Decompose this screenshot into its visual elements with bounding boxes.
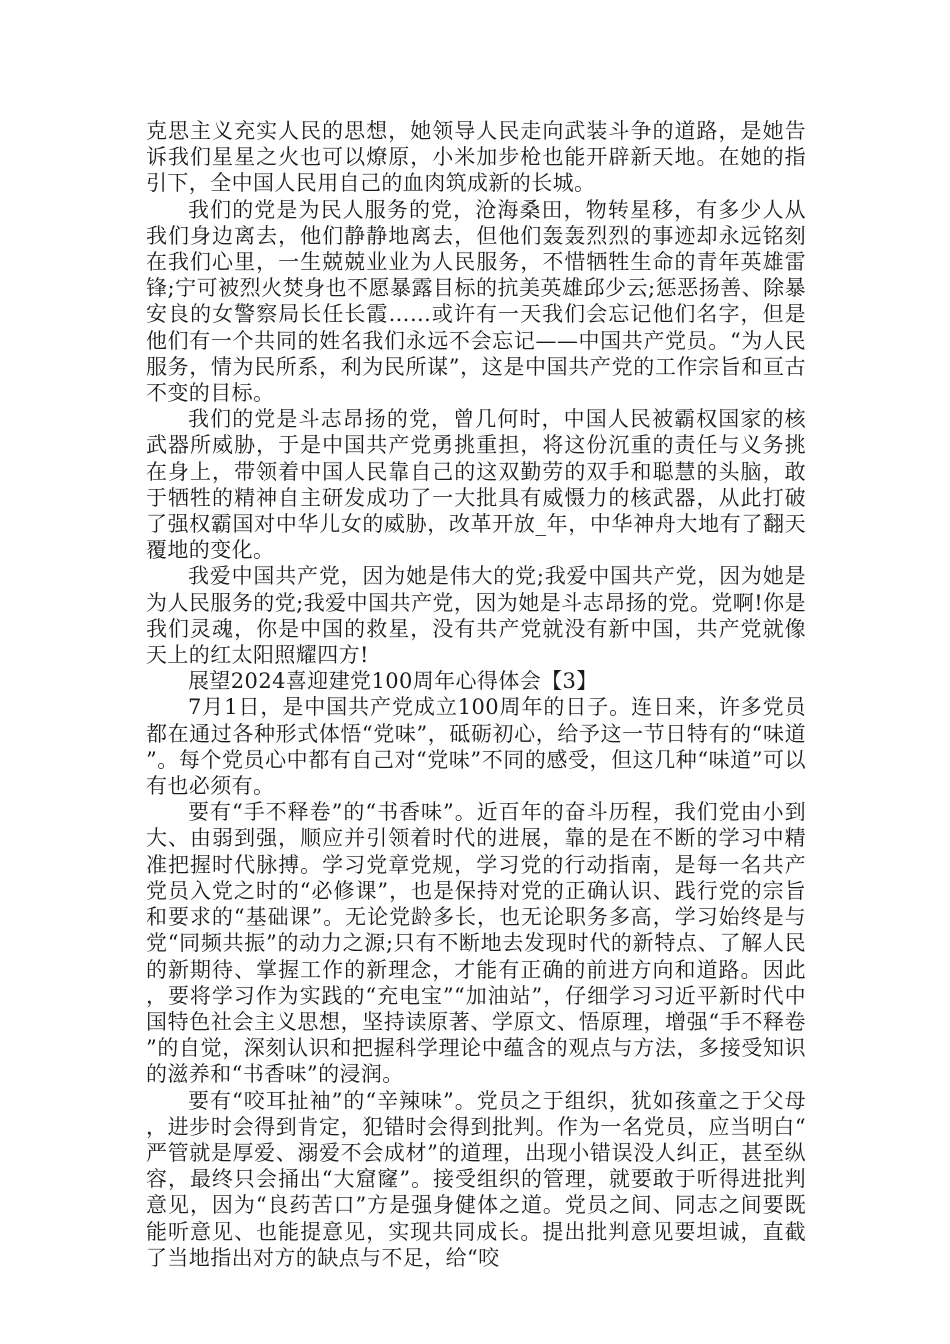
paragraph-2: 我们的党是为民人服务的党，沧海桑田，物转星移，有多少人从我们身边离去，他们静静地离去，但他们轰轰烈烈的事迹却永远铭刻在我们心里，一生兢兢业业为人民服务，不惜牺牲生命的青年英雄雷锋;宁可被烈火焚身也不愿暴露目标的抗美英雄邱少云;惩恶扬善、除暴安良的女警察局长任长霞……或许有一天我们会忘记他们名字，但是他们有一个共同的姓名我们永远不会忘记——中国共产党员。“为人民服务，情为民所系，利为民所谋”，这是中国共产党的工作宗旨和亘古不变的目标。 [146, 197, 806, 406]
paragraph-3: 我们的党是斗志昂扬的党，曾几何时，中国人民被霸权国家的核武器所威胁，于是中国共产党勇挑重担，将这份沉重的责任与义务挑在身上，带领着中国人民靠自己的这双勤劳的双手和聪慧的头脑，敢于牺牲的精神自主研发成功了一大批具有威慑力的核武器，从此打破了强权霸国对中华儿女的威胁，改革开放_年，中华神舟大地有了翻天覆地的变化。 [146, 407, 806, 563]
paragraph-6: 要有“手不释卷”的“书香味”。近百年的奋斗历程，我们党由小到大、由弱到强，顺应并引领着时代的进展，靠的是在不断的学习中精准把握时代脉搏。学习党章党规，学习党的行动指南，是每一名共产党员入党之时的“必修课”，也是保持对党的正确认识、践行党的宗旨和要求的“基础课”。无论党龄多长，也无论职务多高，学习始终是与党“同频共振”的动力之源;只有不断地去发现时代的新特点、了解人民的新期待、掌握工作的新理念，才能有正确的前进方向和道路。因此，要将学习作为实践的“充电宝”“加油站”，仔细学习习近平新时代中国特色社会主义思想，坚持读原著、学原文、悟原理，增强“手不释卷”的自觉，深刻认识和把握科学理论中蕴含的观点与方法，多接受知识的滋养和“书香味”的浸润。 [146, 800, 806, 1087]
paragraph-4: 我爱中国共产党，因为她是伟大的党;我爱中国共产党，因为她是为人民服务的党;我爱中国共产党，因为她是斗志昂扬的党。党啊!你是我们灵魂，你是中国的救星，没有共产党就没有新中国，共产党就像天上的红太阳照耀四方! [146, 564, 806, 668]
paragraph-1: 克思主义充实人民的思想，她领导人民走向武装斗争的道路，是她告诉我们星星之火也可以燎原，小米加步枪也能开辟新天地。在她的指引下，全中国人民用自己的血肉筑成新的长城。 [146, 119, 806, 196]
paragraph-7: 要有“咬耳扯袖”的“辛辣味”。党员之于组织，犹如孩童之于父母，进步时会得到肯定，犯错时会得到批判。作为一名党员，应当明白“严管就是厚爱、溺爱不会成材”的道理，出现小错误没人纠正，甚至纵容，最终只会捅出“大窟窿”。接受组织的管理，就要敢于听得进批判意见，因为“良药苦口”方是强身健体之道。党员之间、同志之间要既能听意见、也能提意见，实现共同成长。提出批判意见要坦诚，直截了当地指出对方的缺点与不足，给“咬 [146, 1088, 806, 1270]
document-body [146, 118, 806, 1271]
paragraph-5: 7月1日，是中国共产党成立100周年的日子。连日来，许多党员都在通过各种形式体悟“党味”，砥砺初心，给予这一节日特有的“味道”。每个党员心中都有自己对“党味”不同的感受，但这几种“味道”可以有也必须有。 [146, 695, 806, 799]
section-heading: 展望2024喜迎建党100周年心得体会【3】 [188, 669, 598, 694]
